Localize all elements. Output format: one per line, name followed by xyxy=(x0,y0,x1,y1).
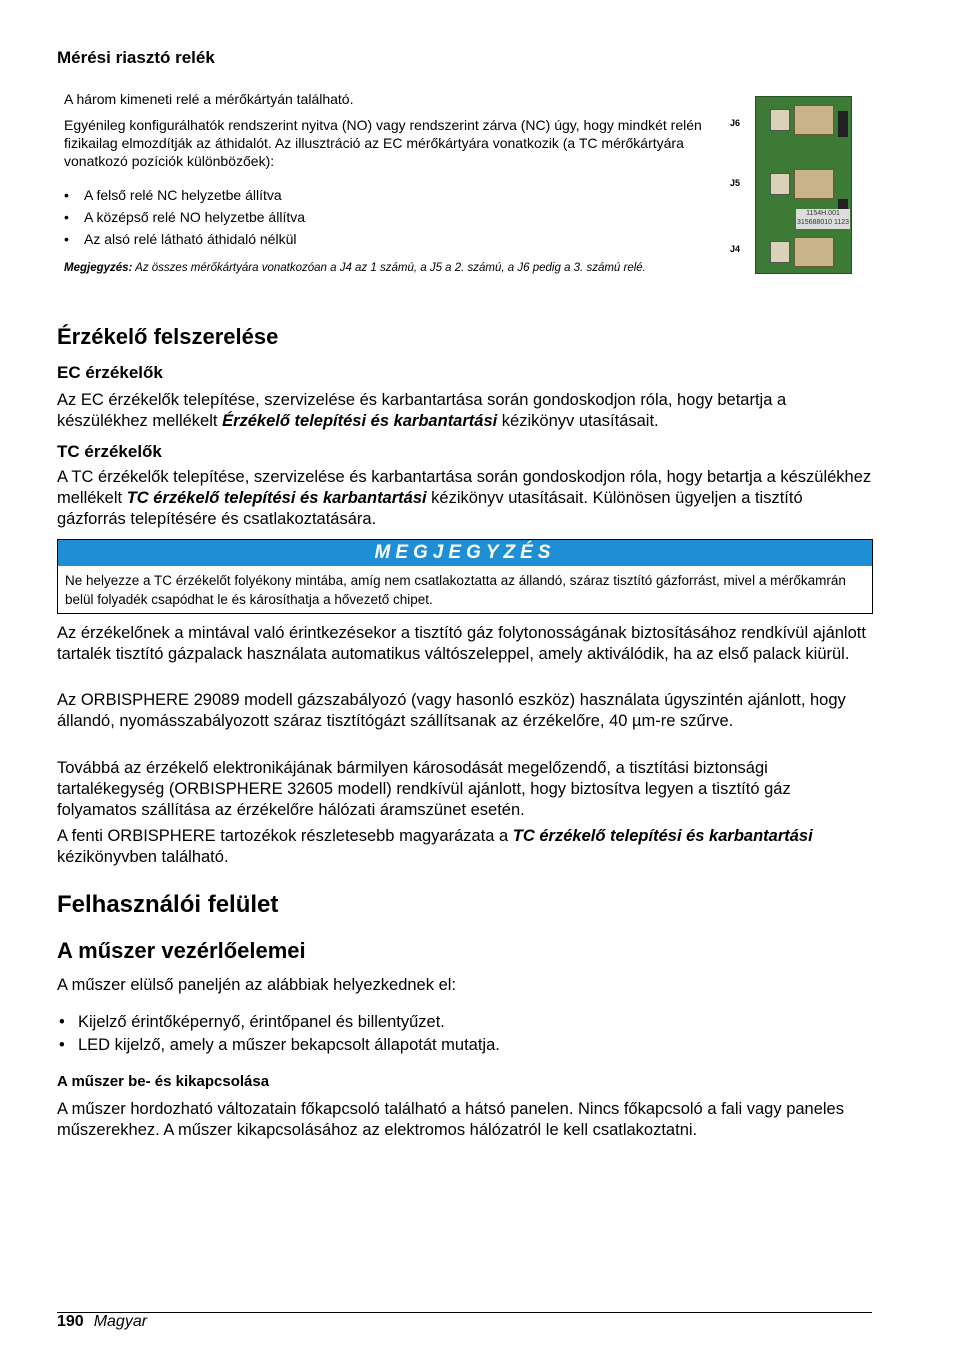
relay-board-figure xyxy=(730,96,855,274)
list-item: • Kijelző érintőképernyő, érintőpanel és billentyűzet. xyxy=(57,1011,500,1034)
chip-j6 xyxy=(838,111,848,137)
note-box-title: MEGJEGYZÉS xyxy=(58,540,872,566)
relay-bullet-list xyxy=(64,186,704,248)
controls-intro-text: A műszer elülső paneljén az alábbiak helyezkednek el: xyxy=(57,976,456,994)
accessory-text-b: kézikönyvben található. xyxy=(57,848,229,866)
relay-note xyxy=(64,260,704,276)
jumper-j6 xyxy=(770,109,790,131)
ec-sensor-heading: EC érzékelők xyxy=(57,363,163,382)
circuit-board-image xyxy=(755,96,852,274)
relay-section-heading: Mérési riasztó relék xyxy=(57,48,215,67)
tc-text-b: kézikönyv utasításait. Különösen ügyeljen a tisztító gázforrás telepítésére és csatlakoztatására. xyxy=(57,489,803,528)
relay-para-1: A három kimeneti relé a mérőkártyán található. xyxy=(64,91,354,107)
jumper-j4 xyxy=(770,241,790,263)
board-label-line-2: 315688010 1123 xyxy=(796,219,850,226)
ec-sensor-text xyxy=(57,390,872,432)
controls-intro xyxy=(57,975,872,996)
regulator-para xyxy=(57,690,872,732)
jumper-j5 xyxy=(770,173,790,195)
tc-text-bold: TC érzékelő telepítési és karbantartási xyxy=(126,489,427,507)
list-item: • LED kijelző, amely a műszer bekapcsolt állapotát mutatja. xyxy=(57,1034,500,1057)
backup-para xyxy=(57,758,872,821)
footer-divider xyxy=(57,1312,872,1313)
sensor-install-heading: Érzékelő felszerelése xyxy=(57,324,279,349)
list-item: • Az alsó relé látható áthidaló nélkül xyxy=(64,230,704,248)
relay-note-text: Az összes mérőkártyára vonatkozóan a J4 az 1 számú, a J5 a 2. számú, a J6 pedig a 3. számú relé. xyxy=(132,262,646,274)
controls-list xyxy=(57,1011,500,1057)
list-item: • A felső relé NC helyzetbe állítva xyxy=(64,186,704,204)
accessory-text-bold: TC érzékelő telepítési és karbantartási xyxy=(512,827,813,845)
relay-note-label: Megjegyzés: xyxy=(64,262,133,274)
gas-para xyxy=(57,623,872,665)
gas-para-text: Az érzékelőnek a mintával való érintkezésekor a tisztító gáz folytonosságának biztosításához rendkívül ajánlott tartalék tisztító gázpalack használata automatikus váltószeleppel, amely aktiválódik, ha az első palack kiürül. xyxy=(57,624,866,663)
ec-text-a: Az EC érzékelők telepítése, szervizelése és karbantartása során gondoskodjon róla, hogy betartja a készülékhez mellékelt xyxy=(57,391,787,430)
accessory-text-a: A fenti ORBISPHERE tartozékok részletesebb magyarázata a xyxy=(57,827,513,845)
ui-section-heading: Felhasználói felület xyxy=(57,891,279,918)
page-footer xyxy=(57,1313,147,1331)
regulator-para-text: Az ORBISPHERE 29089 modell gázszabályozó (vagy hasonló eszköz) használata úgyszintén ajánlott, hogy állandó, nyomásszabályozott száraz tisztítógázt szállítsanak az érzékelőre, 40 µm-re szűrve. xyxy=(57,691,846,730)
ec-text-bold: Érzékelő telepítési és karbantartási xyxy=(222,412,498,430)
backup-para-text: Továbbá az érzékelő elektronikájának bármilyen károsodását megelőzendő, a tisztítási biztonsági tartalékegység (ORBISPHERE 32605 modell) rendkívül ajánlott, hogy biztosítva legyen a tisztító gáz folyamatos szállítása az érzékelőre hálózati áramszünet esetén. xyxy=(57,759,791,819)
relay-j5 xyxy=(794,169,834,199)
tc-sensor-heading: TC érzékelők xyxy=(57,442,162,461)
figure-label-j6: J6 xyxy=(730,118,741,128)
figure-label-j4: J4 xyxy=(730,244,741,254)
ec-text-b: kézikönyv utasításait. xyxy=(497,412,659,430)
relay-section-body xyxy=(64,90,704,284)
power-heading: A műszer be- és kikapcsolása xyxy=(57,1073,270,1090)
list-item: • A középső relé NO helyzetbe állítva xyxy=(64,208,704,226)
power-text-body: A műszer hordozható változatain főkapcsoló található a hátsó panelen. Nincs főkapcsoló a fali vagy paneles műszerekhez. A műszer kikapcsolásához az elektromos hálózatról le kell csatlakoztatni. xyxy=(57,1100,844,1139)
controls-heading: A műszer vezérlőelemei xyxy=(57,938,306,963)
power-text xyxy=(57,1099,872,1141)
page-number: 190 xyxy=(57,1313,84,1330)
tc-sensor-text xyxy=(57,467,872,530)
accessory-para xyxy=(57,826,872,868)
footer-language: Magyar xyxy=(93,1313,148,1330)
tc-text-a: A TC érzékelők telepítése, szervizelése és karbantartása során gondoskodjon róla, hogy betartja a készülékhez mellékelt xyxy=(57,468,872,507)
relay-j4 xyxy=(794,237,834,267)
board-label xyxy=(796,209,850,229)
relay-j6 xyxy=(794,105,834,135)
figure-label-j5: J5 xyxy=(730,178,741,188)
relay-para-2: Egyénileg konfigurálhatók rendszerint nyitva (NO) vagy rendszerint zárva (NC) úgy, hogy mindkét relén fizikailag elmozdítják az áthidalót. Az illusztráció az EC mérőkártyára vonatkozik (a TC mérőkártyára vonatkozó pozíciók különbözőek): xyxy=(64,117,702,169)
note-box xyxy=(57,539,873,614)
board-label-line-1: 1154H.001 xyxy=(806,210,840,217)
note-box-text: Ne helyezze a TC érzékelőt folyékony mintába, amíg nem csatlakoztatta az állandó, száraz tisztító gázforrást, mivel a mérőkamrán belül folyadék csapódhat le és károsíthatja a hővezető chipet. xyxy=(65,573,846,607)
